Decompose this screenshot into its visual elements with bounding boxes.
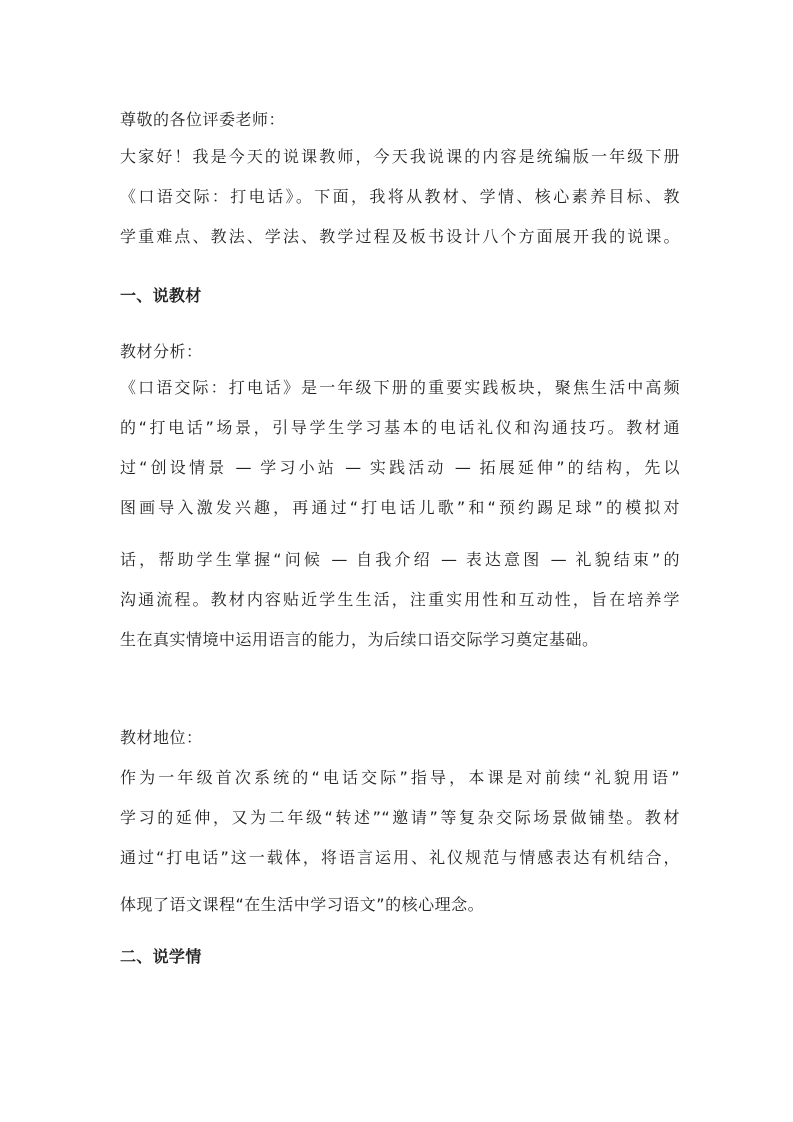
analysis-line-7: 生在真实情境中运用语言的能力，为后续口语交际学习奠定基础。: [120, 630, 599, 649]
intro-line-2: 《口语交际：打电话》。下面，我将从教材、学情、核心素养目标、教: [120, 187, 680, 206]
position-line-1: 作为一年级首次系统的“电话交际”指导，本课是对前续“礼貌用语”: [120, 768, 680, 787]
position-line-4: 体现了语文课程“在生活中学习语文”的核心理念。: [120, 895, 485, 914]
section-2-title: 二、说学情: [120, 947, 202, 966]
analysis-line-5: 话，帮助学生掌握“问候 — 自我介绍 — 表达意图 — 礼貌结束”的: [120, 550, 680, 569]
analysis-line-6: 沟通流程。教材内容贴近学生生活，注重实用性和互动性，旨在培养学: [120, 590, 680, 609]
greeting: 尊敬的各位评委老师：: [120, 110, 286, 129]
intro-line-3: 学重难点、教法、学法、教学过程及板书设计八个方面展开我的说课。: [120, 227, 680, 246]
intro-line-1: 大家好！我是今天的说课教师，今天我说课的内容是统编版一年级下册: [120, 147, 680, 166]
position-line-2: 学习的延伸，又为二年级“转述”“邀请”等复杂交际场景做铺垫。教材: [120, 808, 680, 827]
analysis-label: 教材分析：: [120, 342, 203, 361]
position-line-3: 通过“打电话”这一载体，将语言运用、礼仪规范与情感表达有机结合，: [120, 848, 680, 867]
analysis-line-1: 《口语交际：打电话》是一年级下册的重要实践板块，聚焦生活中高频: [120, 378, 680, 397]
analysis-line-4: 图画导入激发兴趣，再通过“打电话儿歌”和“预约踢足球”的模拟对: [120, 498, 680, 517]
analysis-line-3: 过“创设情景 — 学习小站 — 实践活动 — 拓展延伸”的结构，先以: [120, 458, 680, 477]
section-1-title: 一、说教材: [120, 286, 202, 305]
position-label: 教材地位：: [120, 728, 203, 747]
analysis-line-2: 的“打电话”场景，引导学生学习基本的电话礼仪和沟通技巧。教材通: [120, 418, 680, 437]
